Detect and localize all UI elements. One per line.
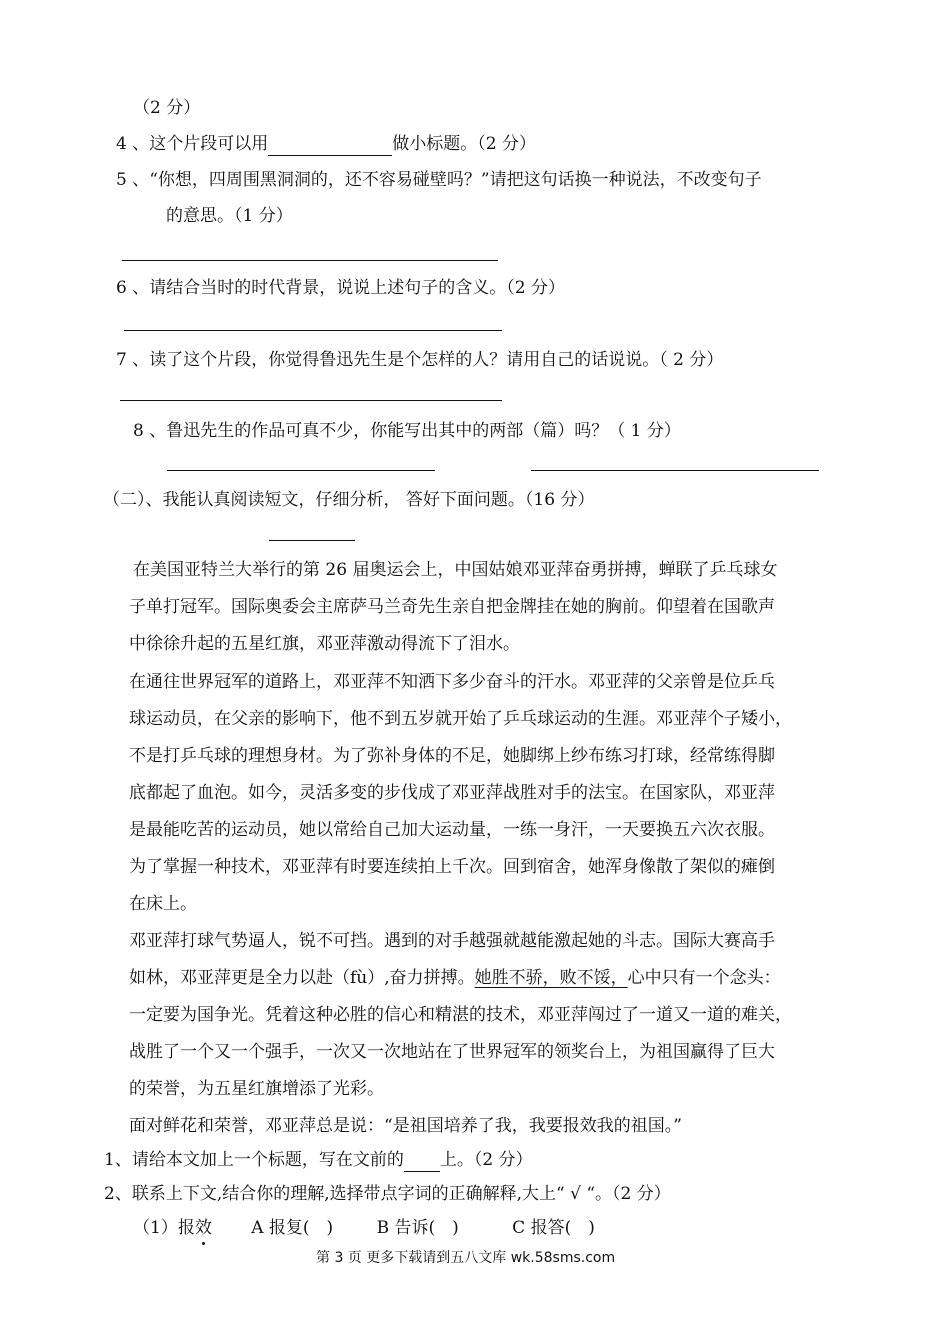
passage-line: 一定要为国争光。凭着这种必胜的信心和精湛的技术，邓亚萍闯过了一道又一道的难关， (129, 1005, 792, 1025)
q4-text: 4 、这个片段可以用 (116, 134, 269, 154)
q8-answer-line-1[interactable] (167, 470, 435, 471)
passage-line: 子单打冠军。国际奥委会主席萨马兰奇先生亲自把金牌挂在她的胸前。仰望着在国歌声 (129, 597, 775, 617)
q7-answer-line[interactable] (120, 400, 502, 401)
q7-line: 7 、读了这个片段，你觉得鲁迅先生是个怎样的人？请用自己的话说说。（ 2 分） (116, 350, 724, 370)
title-answer-line[interactable] (269, 540, 355, 541)
passage-line: 不是打乒乓球的理想身材。为了弥补身体的不足，她脚绑上纱布练习打球，经常练得脚 (129, 746, 775, 766)
q4-line (116, 132, 536, 156)
b1-score: 上。（2 分） (439, 1150, 533, 1170)
b2-1-option-c[interactable]: C 报答( ) (512, 1218, 595, 1238)
passage-line: 在床上。 (129, 894, 197, 914)
b2-1-option-a[interactable]: A 报复( ) (251, 1218, 334, 1238)
passage-line: 球运动员，在父亲的影响下，他不到五岁就开始了乒乓球运动的生涯。邓亚萍个子矮小， (129, 709, 792, 729)
b1-text: 1、请给本文加上一个标题，写在文前的 (104, 1150, 404, 1170)
passage-line (129, 966, 781, 990)
passage-line: 邓亚萍打球气势逼人，锐不可挡。遇到的对手越强就越能激起她的斗志。国际大赛高手 (129, 931, 775, 951)
q4-answer-blank[interactable] (268, 135, 392, 156)
b1-answer-blank[interactable] (404, 1151, 440, 1172)
b1-line (104, 1148, 533, 1172)
passage-line: 为了掌握一种技术，邓亚萍有时要连续拍上千次。回到宿舍，她浑身像散了架似的瘫倒 (129, 857, 775, 877)
b2-1-option-b[interactable]: B 告诉( ) (376, 1218, 459, 1238)
q4-score: 做小标题。（2 分） (392, 134, 536, 154)
passage-line: 在通往世界冠军的道路上，邓亚萍不知洒下多少奋斗的汗水。邓亚萍的父亲曾是位乒乓 (129, 672, 775, 692)
underlined-phrase: 她胜不骄，败不馁， (474, 968, 628, 988)
passage-segment: 心中只有一个念头： (627, 968, 781, 988)
b2-option-row (133, 1216, 595, 1240)
passage-line: 底都起了血泡。如今，灵活多变的步伐成了邓亚萍战胜对手的法宝。在国家队，邓亚萍 (129, 783, 775, 803)
section-two-heading: （二）、我能认真阅读短文，仔细分析， 答好下面问题。（16 分） (103, 490, 595, 510)
q8-line: 8 、鲁迅先生的作品可真不少，你能写出其中的两部（篇）吗？（ 1 分） (133, 421, 681, 441)
passage-line: 是最能吃苦的运动员，她以常给自己加大运动量，一练一身汗，一天要换五六次衣服。 (129, 820, 775, 840)
passage-line: 的荣誉，为五星红旗增添了光彩。 (129, 1079, 384, 1099)
b2-line: 2、联系上下文,结合你的理解,选择带点字词的正确解释,大上“ √ “。（2 分） (104, 1184, 671, 1204)
b2-1-label: （1）报 (133, 1218, 195, 1238)
q5-answer-line[interactable] (122, 260, 498, 261)
q8-answer-line-2[interactable] (531, 470, 819, 471)
passage-line: 中徐徐升起的五星红旗，邓亚萍激动得流下了泪水。 (129, 634, 520, 654)
q6-line: 6 、请结合当时的时代背景，说说上述句子的含义。（2 分） (116, 278, 565, 298)
page-footer: 第 3 页 更多下载请到五八文库 wk.58sms.com (316, 1250, 616, 1266)
passage-line: 在美国亚特兰大举行的第 26 届奥运会上，中国姑娘邓亚萍奋勇拼搏，蝉联了乒乓球女 (133, 560, 778, 580)
passage-segment: 如林，邓亚萍更是全力以赴（fù）,奋力拼搏。 (129, 968, 475, 988)
dotted-character: 效 (194, 1218, 212, 1238)
q5-line-1: 5 、“你想，四周围黑洞洞的，还不容易碰壁吗？”请把这句话换一种说法，不改变句子 (116, 170, 762, 190)
q5-line-2: 的意思。（1 分） (166, 206, 293, 226)
q3-score: （2 分） (133, 98, 201, 118)
passage-line: 战胜了一个又一个强手，一次又一次地站在了世界冠军的领奖台上，为祖国赢得了巨大 (129, 1042, 775, 1062)
passage-line: 面对鲜花和荣誉，邓亚萍总是说：“是祖国培养了我，我要报效我的祖国。” (129, 1116, 682, 1136)
q6-answer-line[interactable] (124, 330, 502, 331)
